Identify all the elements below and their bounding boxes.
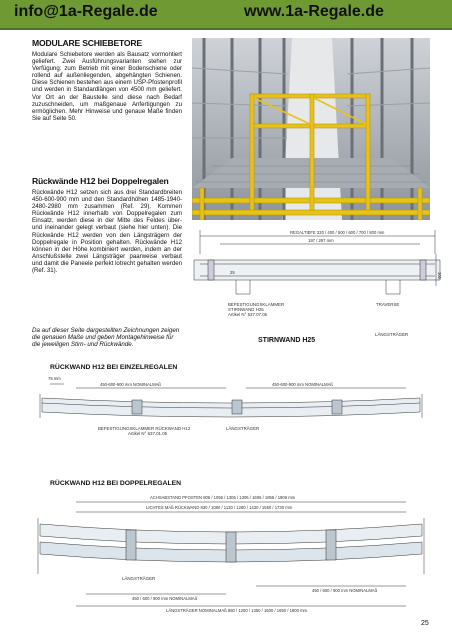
einzel-label-clip-1: BEFESTIGUNGSKLAMMER RÜCKWAND H12 (98, 426, 191, 431)
header-email[interactable]: info@1a-Regale.de (14, 3, 158, 20)
stirnwand-dim-depth: REGALTIEFE 320 / 400 / 500 / 600 / 700 / 800 mm (290, 230, 385, 235)
doppel-dim-left: 450 / 600 / 900 mm NOMINALMAß (132, 596, 198, 601)
section-rueckwaende-text: Rückwände H12 setzen sich aus drei Standardbreiten 450-600-900 mm und den Standardhöhen 1485-1940-2480-2980 mm zusammen (Ref. 29). Kommen Rückwände H12 innerhalb von Doppelregalen zum Einsatz, werden diese in der Mitte des Feldes über- und ineinander gelegt verbaut (siehe hier unten). Die Rückwände H12 werden von den Längsträgern der Doppelregale in Position gehalten. Rückwände H12 können in der Höhe kombiniert werden, indem an der Anschlußstelle zwei Längsträger paarweise verbaut und damit die Paneele perfekt lotrecht gehalten werden (Ref. 31). (32, 189, 182, 275)
stirnwand-dim-side: 300 (437, 272, 442, 279)
section-schiebetore (32, 38, 182, 122)
stirnwand-dim-25: 25 (230, 270, 235, 275)
stirnwand-label-traverse: TRAVERSE (376, 302, 400, 307)
section-rueckwaende-title: Rückwände H12 bei Doppelregalen (32, 176, 169, 186)
einzel-title: RÜCKWAND H12 BEI EINZELREGALEN (50, 364, 178, 371)
doppel-dim-bottom: LÄNGSTRÄGER NOMINALMAß 960 / 1200 / 1350 / 1500 / 1650 / 1800 mm (166, 608, 308, 613)
stirnwand-label-clip-2: STIRNWAND H25 (228, 307, 264, 312)
einzel-dim-left: 450-600-900 mm NOMINALMAß (100, 382, 161, 387)
einzel-dim-right: 450-600-900 mm NOMINALMAß (272, 382, 333, 387)
page-number: 25 (421, 620, 429, 627)
einzel-label-laengs: LÄNGSTRÄGER (226, 426, 260, 431)
sliding-gate-photo (192, 38, 430, 220)
section-schiebetore-title: MODULARE SCHIEBETORE (32, 38, 142, 48)
section-schiebetore-text: Modulare Schiebetore werden als Bausatz vormontiert geliefert. Zwei Ausführungsvarianten stehen zur Verfügung: zum Betrieb mit einer Bodenschiene oder rollend auf außenliegenden, abgehängten Schienen. Diese Schienen bestehen aus einem USP-Pfostenprofil und werden in Standardlängen von 4500 mm geliefert. Vor Ort an der Baustelle sind diese nach Bedarf zuzuschneiden, um maßgenaue Anfertigungen zu ermöglichen. Mehr Hinweise und genaue Maße finden Sie auf Seite 50. (32, 51, 182, 122)
doppel-drawing (36, 490, 426, 614)
doppel-dim-clear: LICHTES MAß RÜCKWAND 830 / 1080 / 1130 / 1280 / 1430 / 1550 / 1730 mm (146, 505, 293, 510)
header-website[interactable]: www.1a-Regale.de (244, 3, 384, 20)
doppel-label-laengs: LÄNGSTRÄGER (122, 576, 156, 581)
header-bar (0, 0, 452, 28)
stirnwand-label-clip-3: Artikel N° 637.07.06 (228, 312, 268, 317)
doppel-dim-right: 450 / 600 / 900 mm NOMINALMAß (312, 588, 378, 593)
einzel-drawing (36, 374, 426, 440)
header-rule (0, 28, 452, 30)
doppel-dim-axis: ACHSABSTAND PFOSTEN 806 / 1056 / 1306 / 1306 / 1606 / 1856 / 1906 mm (150, 495, 296, 500)
stirnwand-label-laengs: LÄNGSTRÄGER (375, 332, 409, 337)
stirnwand-title: STIRNWAND H25 (258, 337, 316, 344)
stirnwand-drawing (190, 224, 445, 354)
doppel-title: RÜCKWAND H12 BEI DOPPELREGALEN (50, 480, 182, 487)
section-rueckwaende (32, 176, 182, 274)
stirnwand-dim-sub: 197 / 297 mm (308, 238, 334, 243)
drawing-note: Da auf dieser Seite dargestellten Zeichnungen zeigen die genauen Maße und geben Montagehinweise für die jeweiligen Stirn- und Rückwände. (32, 327, 180, 349)
einzel-label-clip-2: Artikel N° 637.01.05 (128, 431, 168, 436)
einzel-dim-small: 75 mm (48, 376, 61, 381)
stirnwand-label-clip-1: BEFESTIGUNGSKLAMMER (228, 302, 285, 307)
